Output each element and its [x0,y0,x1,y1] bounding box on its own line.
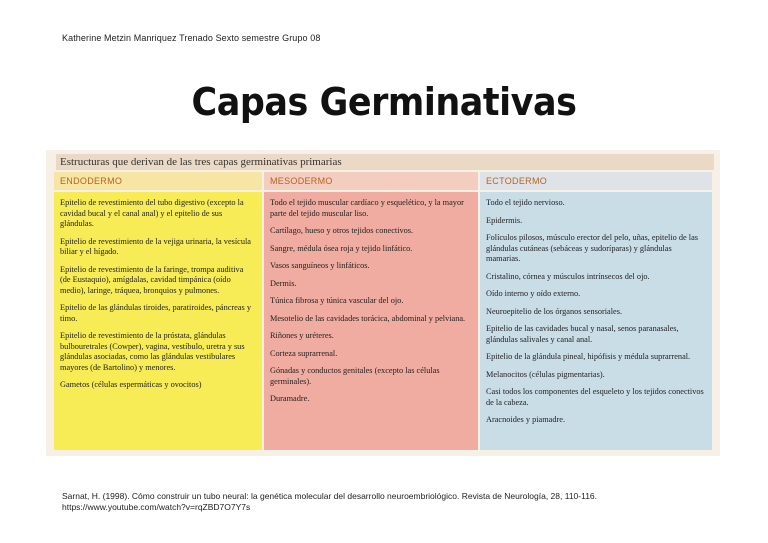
list-item: Corteza suprarrenal. [270,348,338,358]
column-body-endodermo [54,192,262,450]
column-mesodermo [264,172,478,456]
column-heading-ectodermo: ECTODERMO [480,172,712,190]
column-ectodermo [480,172,712,456]
list-item: Neuroepitelio de los órganos sensoriales. [486,306,623,316]
list-item: Epidermis. [486,215,523,225]
list-item: Folículos pilosos, músculo erector del pelo, uñas, epitelio de las glándulas cutáneas (sebáceas y sudoríparas) y glándulas mamarias. [486,233,698,263]
list-item: Todo el tejido muscular cardíaco y esquelético, y la mayor parte del tejido muscular liso. [270,198,464,218]
document-header: Katherine Metzin Manriquez Trenado Sexto semestre Grupo 08 [62,33,321,43]
list-item: Todo el tejido nervioso. [486,198,565,207]
list-item: Gametos (células espermáticas y ovocitos) [60,380,202,389]
germ-layers-table [46,150,720,456]
list-item: Epitelio de revestimiento de la próstata, glándulas bulbouretrales (Cowper), vagina, vestíbulo, uretra y sus glándulas asociadas, como las glándulas vestibulares mayores (de Bartolino) y menores. [60,331,245,372]
list-item: Aracnoides y piamadre. [486,415,566,424]
page-title: Capas Germinativas [191,80,577,124]
list-item: Duramadre. [270,394,310,403]
list-item: Epitelio de las glándulas tiroides, paratiroides, páncreas y timo. [60,303,251,323]
list-item: Riñones y uréteres. [270,331,334,340]
list-item: Epitelio de revestimiento de la faringe, trompa auditiva (de Eustaquio), amígdalas, cavidad timpánica (oído medio), laringe, tráquea, bronquios y pulmones. [60,264,244,295]
column-endodermo [54,172,262,456]
column-heading-endodermo: ENDODERMO [54,172,262,190]
table-caption: Estructuras que derivan de las tres capas germinativas primarias [56,154,714,170]
list-item: Cristalino, córnea y músculos intrínsecos del ojo. [486,271,650,281]
list-item: Melanocitos (células pigmentarias). [486,369,605,379]
column-body-mesodermo [264,192,478,450]
column-body-ectodermo [480,192,712,450]
list-item: Dermis. [270,278,297,288]
references [62,491,597,513]
list-item: Túnica fibrosa y túnica vascular del ojo. [270,296,404,305]
list-item: Casi todos los componentes del esqueleto y los tejidos conectivos de la cabeza. [486,387,704,407]
reference-citation: Sarnat, H. (1998). Cómo construir un tubo neural: la genética molecular del desarrollo neuroembriológico. Revista de Neurología, 28, 110-116. [62,491,598,501]
list-item: Gónadas y conductos genitales (excepto las células germinales). [270,366,440,386]
list-item: Mesotelio de las cavidades torácica, abdominal y pelviana. [270,313,466,323]
column-heading-mesodermo: MESODERMO [264,172,478,190]
list-item: Vasos sanguíneos y linfáticos. [270,261,370,270]
list-item: Sangre, médula ósea roja y tejido linfático. [270,243,413,253]
list-item: Epitelio de revestimiento de la vejiga urinaria, la vesícula biliar y el hígado. [60,236,251,256]
list-item: Cartílago, hueso y otros tejidos conectivos. [270,226,414,235]
list-item: Oído interno y oído externo. [486,289,581,298]
reference-url[interactable]: https://www.youtube.com/watch?v=rqZBD7O7Y7s [62,502,251,512]
list-item: Epitelio de la glándula pineal, hipófisis y médula suprarrenal. [486,352,691,361]
list-item: Epitelio de revestimiento del tubo digestivo (excepto la cavidad bucal y el canal anal) y el epitelio de sus glándulas. [60,198,244,228]
list-item: Epitelio de las cavidades bucal y nasal, senos paranasales, glándulas salivales y canal anal. [486,324,679,344]
